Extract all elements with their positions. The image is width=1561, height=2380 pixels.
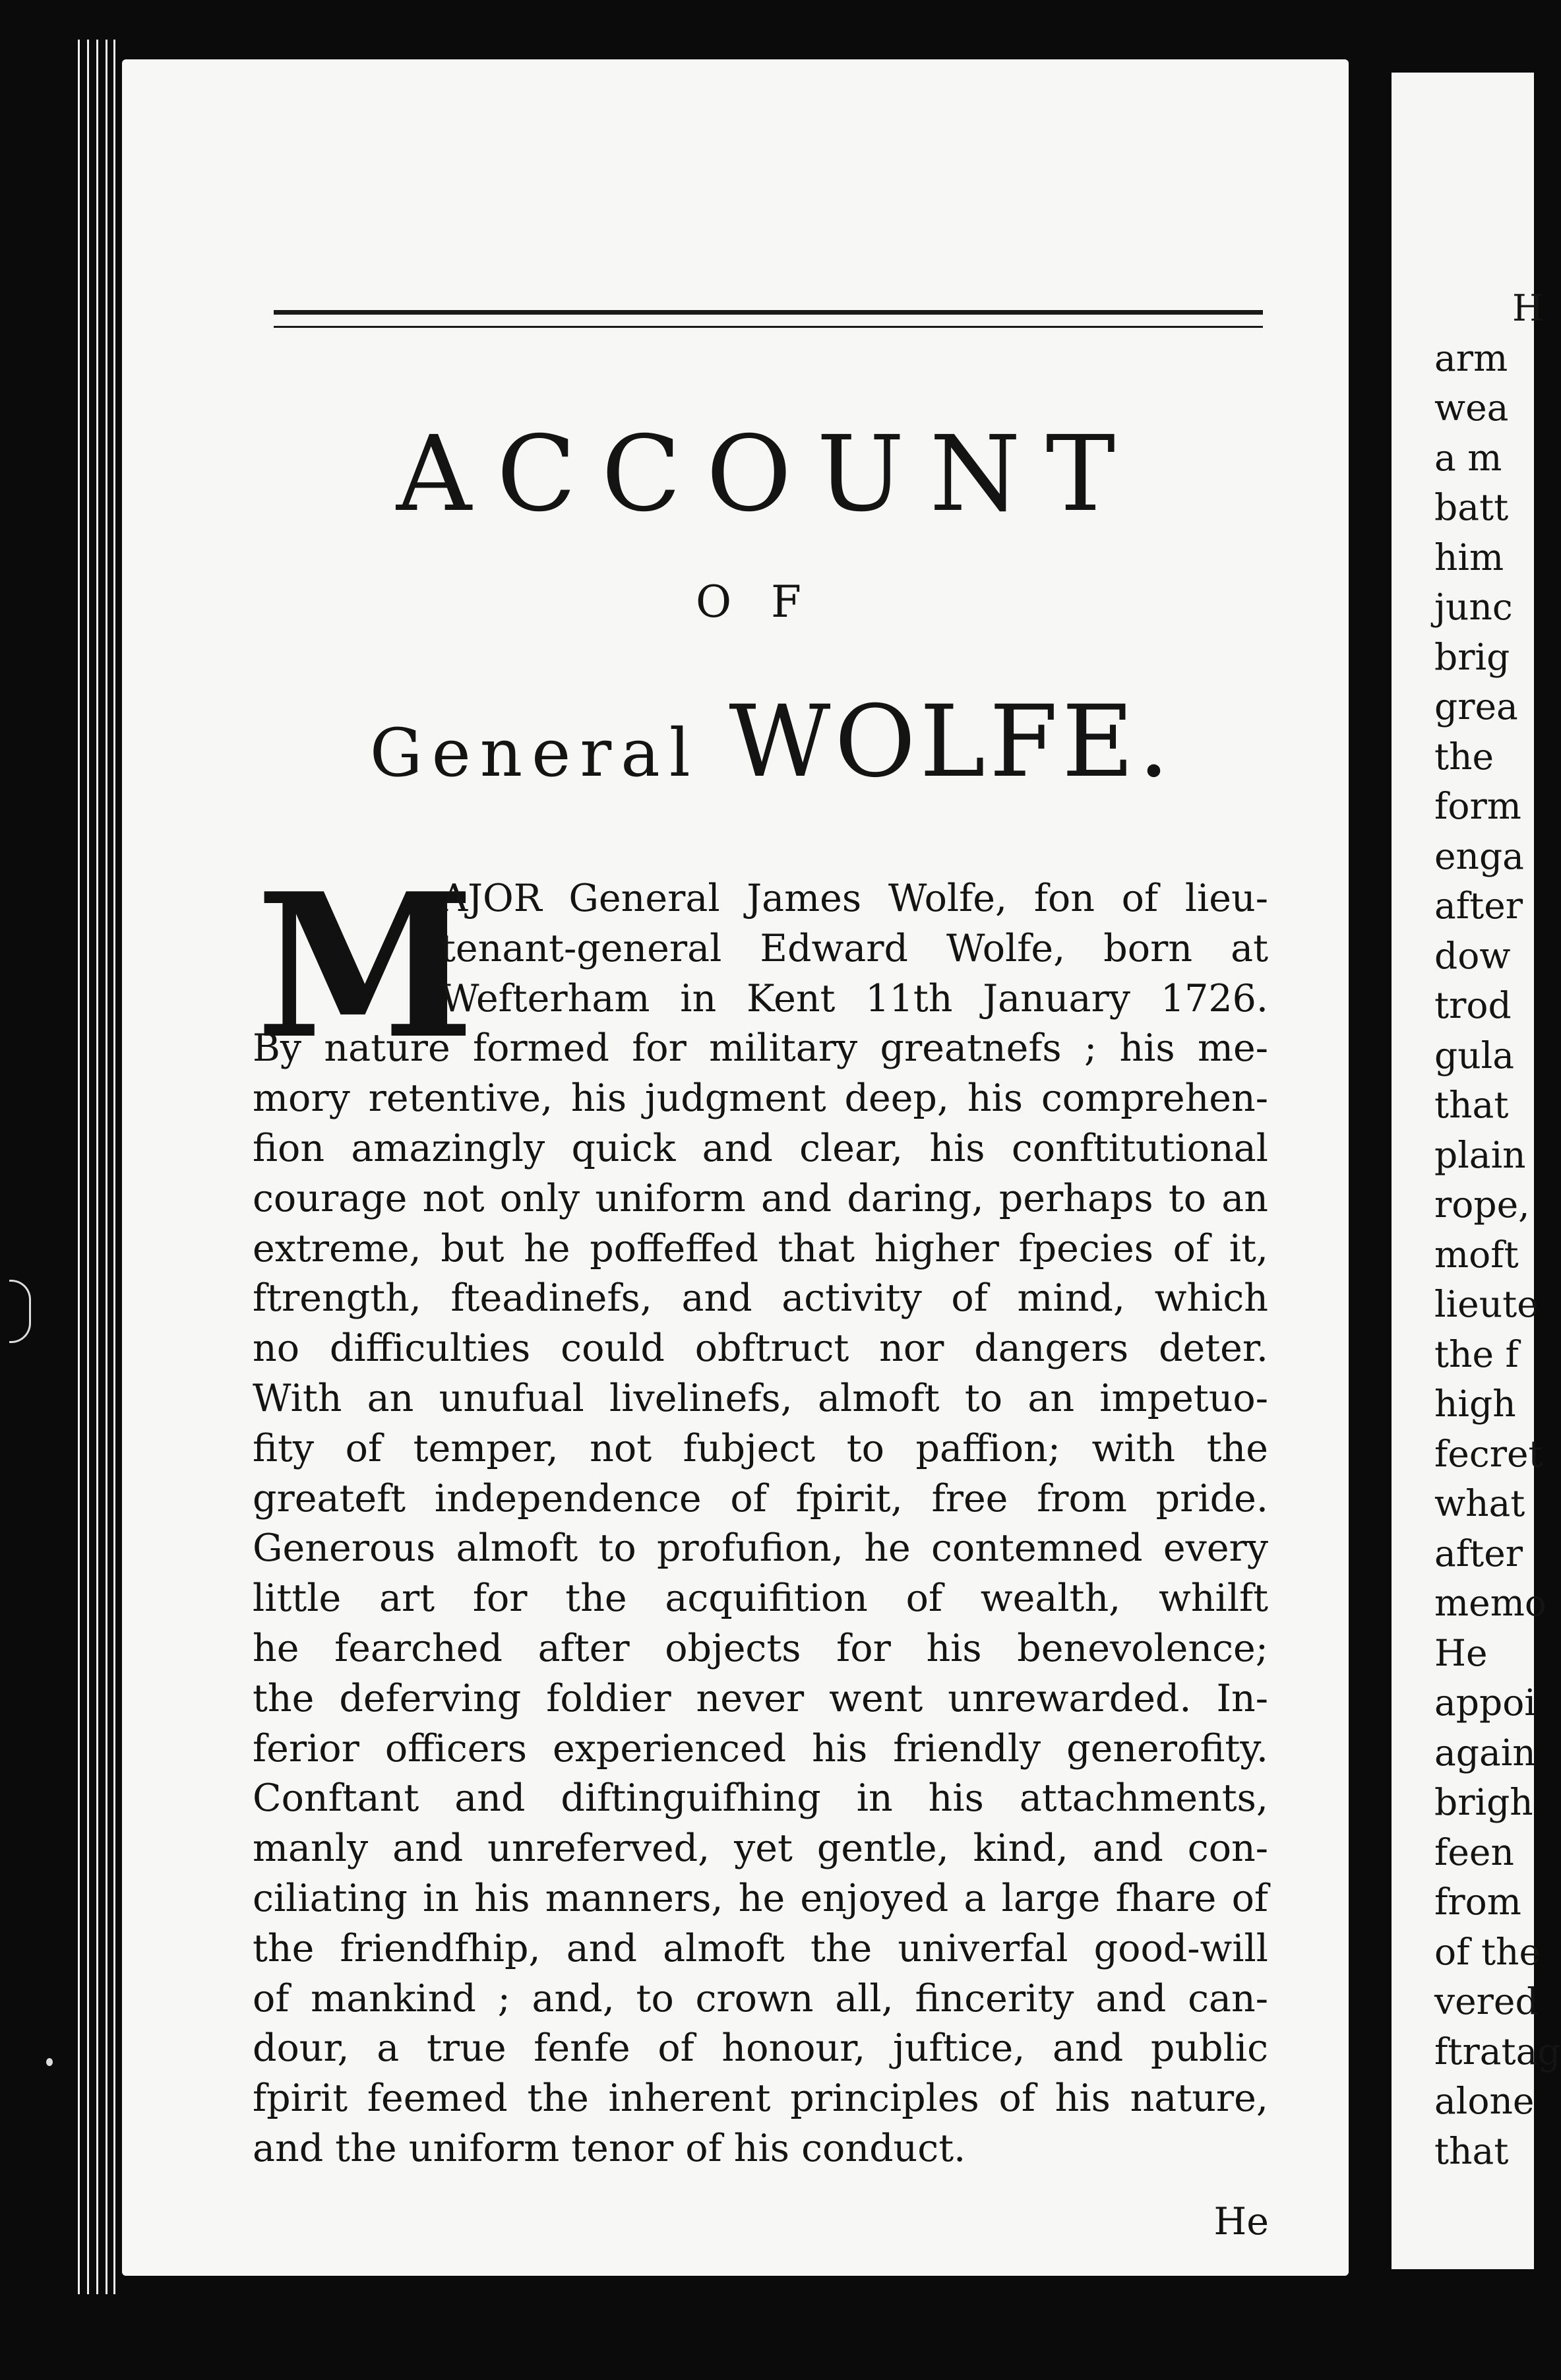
right-text-line: after	[1434, 885, 1523, 927]
header-rule-thick	[274, 310, 1263, 315]
right-text-line: appoi	[1434, 1681, 1536, 1724]
page-edge	[78, 40, 80, 2294]
text-line: Conftant and diftinguifhing in his attachments,	[253, 1776, 1268, 1821]
text-line: dour, a true fenfe of honour, juftice, and public	[253, 2026, 1268, 2071]
text-line: mory retentive, his judgment deep, his comprehen-	[253, 1077, 1268, 1121]
right-text-line: high	[1434, 1383, 1516, 1425]
right-text-line: wea	[1434, 387, 1509, 429]
right-text-line: that	[1434, 2129, 1509, 2172]
right-text-line: memo	[1434, 1582, 1546, 1624]
text-line: courage not only uniform and daring, perhaps to an	[253, 1176, 1268, 1220]
page-subtitle	[257, 685, 1286, 799]
right-text-line: junc	[1434, 586, 1513, 628]
text-line: manly and unreferved, yet gentle, kind, and con-	[253, 1827, 1268, 1871]
right-text-line: again	[1434, 1731, 1536, 1774]
text-line: Wefterham in Kent 11th January 1726.	[441, 976, 1268, 1020]
right-text-line: what	[1434, 1482, 1525, 1524]
text-line: the friendfhip, and almoft the univerfal good-will	[253, 1926, 1268, 1970]
right-text-line: gula	[1434, 1034, 1515, 1077]
text-line: fity of temper, not fubject to paffion; with the	[253, 1426, 1268, 1470]
catchword: He	[1213, 2200, 1269, 2243]
right-text-line: moft	[1434, 1233, 1519, 1276]
text-line: ferior officers experienced his friendly generofity.	[253, 1726, 1268, 1770]
dust-speck	[46, 2058, 53, 2066]
right-text-line: feen	[1434, 1831, 1514, 1873]
text-line: little art for the acquifition of wealth, whilft	[253, 1577, 1268, 1621]
text-line: ciliating in his manners, he enjoyed a large fhare of	[253, 1876, 1268, 1920]
right-text-line: after	[1434, 1532, 1523, 1575]
text-line: AJOR General James Wolfe, fon of lieu-	[441, 877, 1268, 920]
text-line: of mankind ; and, to crown all, fincerity and can-	[253, 1976, 1268, 2020]
right-page-text	[1434, 284, 1561, 2176]
text-line: extreme, but he poffeffed that higher fpecies of it,	[253, 1226, 1268, 1270]
right-text-line: a m	[1434, 436, 1502, 479]
header-rule-thin	[274, 326, 1263, 328]
right-text-line: ftratag	[1434, 2030, 1561, 2073]
text-line: he fearched after objects for his benevolence;	[253, 1626, 1268, 1670]
page-edge	[113, 40, 115, 2294]
right-text-line: the f	[1434, 1332, 1519, 1375]
right-text-line: H	[1512, 287, 1544, 329]
subtitle-general: General	[369, 714, 700, 792]
title-of: OF	[696, 577, 841, 627]
right-text-line: brigh	[1434, 1781, 1533, 1823]
right-text-line: of the	[1434, 1930, 1541, 1973]
right-text-line: grea	[1434, 685, 1518, 728]
right-text-line: lieute	[1434, 1283, 1539, 1325]
page-edge	[106, 40, 107, 2294]
right-text-line: brig	[1434, 635, 1510, 678]
text-line: no difficulties could obftruct nor dangers deter.	[253, 1327, 1268, 1371]
right-text-line: plain	[1434, 1133, 1526, 1176]
right-text-line: alone	[1434, 2080, 1535, 2122]
subtitle-wolfe: WOLFE.	[729, 685, 1174, 799]
page-title: ACCOUNT	[396, 414, 1141, 535]
right-text-line: vered	[1434, 1980, 1539, 2022]
text-line: fion amazingly quick and clear, his conftitutional	[253, 1126, 1268, 1170]
text-line: the deferving foldier never went unrewarded. In-	[253, 1676, 1268, 1720]
text-line: ftrength, fteadinefs, and activity of mind, which	[253, 1276, 1268, 1321]
text-line: greateft independence of fpirit, free from pride.	[253, 1476, 1268, 1520]
right-text-line: enga	[1434, 834, 1524, 877]
right-text-line: trod	[1434, 984, 1512, 1026]
right-text-line: that	[1434, 1084, 1509, 1126]
text-line: tenant-general Edward Wolfe, born at	[441, 926, 1268, 970]
right-text-line: fecret	[1434, 1432, 1543, 1475]
text-line: fpirit feemed the inherent principles of his nature,	[253, 2077, 1268, 2121]
text-line: and the uniform tenor of his conduct.	[253, 2126, 966, 2170]
right-text-line: the	[1434, 735, 1494, 778]
right-text-line: form	[1434, 785, 1521, 827]
page-edge	[96, 40, 98, 2294]
right-text-line: from	[1434, 1881, 1521, 1923]
page-edge	[87, 40, 89, 2294]
right-text-line: rope,	[1434, 1183, 1530, 1226]
text-line: With an unufual livelinefs, almoft to an impetuo-	[253, 1376, 1268, 1420]
text-line: Generous almoft to profufion, he contemned every	[253, 1526, 1268, 1571]
margin-mark	[9, 1280, 31, 1343]
right-text-line: He	[1434, 1631, 1488, 1674]
right-text-line: him	[1434, 536, 1504, 579]
right-text-line: dow	[1434, 934, 1511, 977]
drop-cap: M	[256, 850, 475, 1082]
text-line: By nature formed for military greatnefs ; his me-	[253, 1026, 1268, 1071]
body-paragraph	[253, 874, 1268, 2174]
right-text-line: batt	[1434, 486, 1509, 528]
right-text-line: arm	[1434, 336, 1508, 379]
